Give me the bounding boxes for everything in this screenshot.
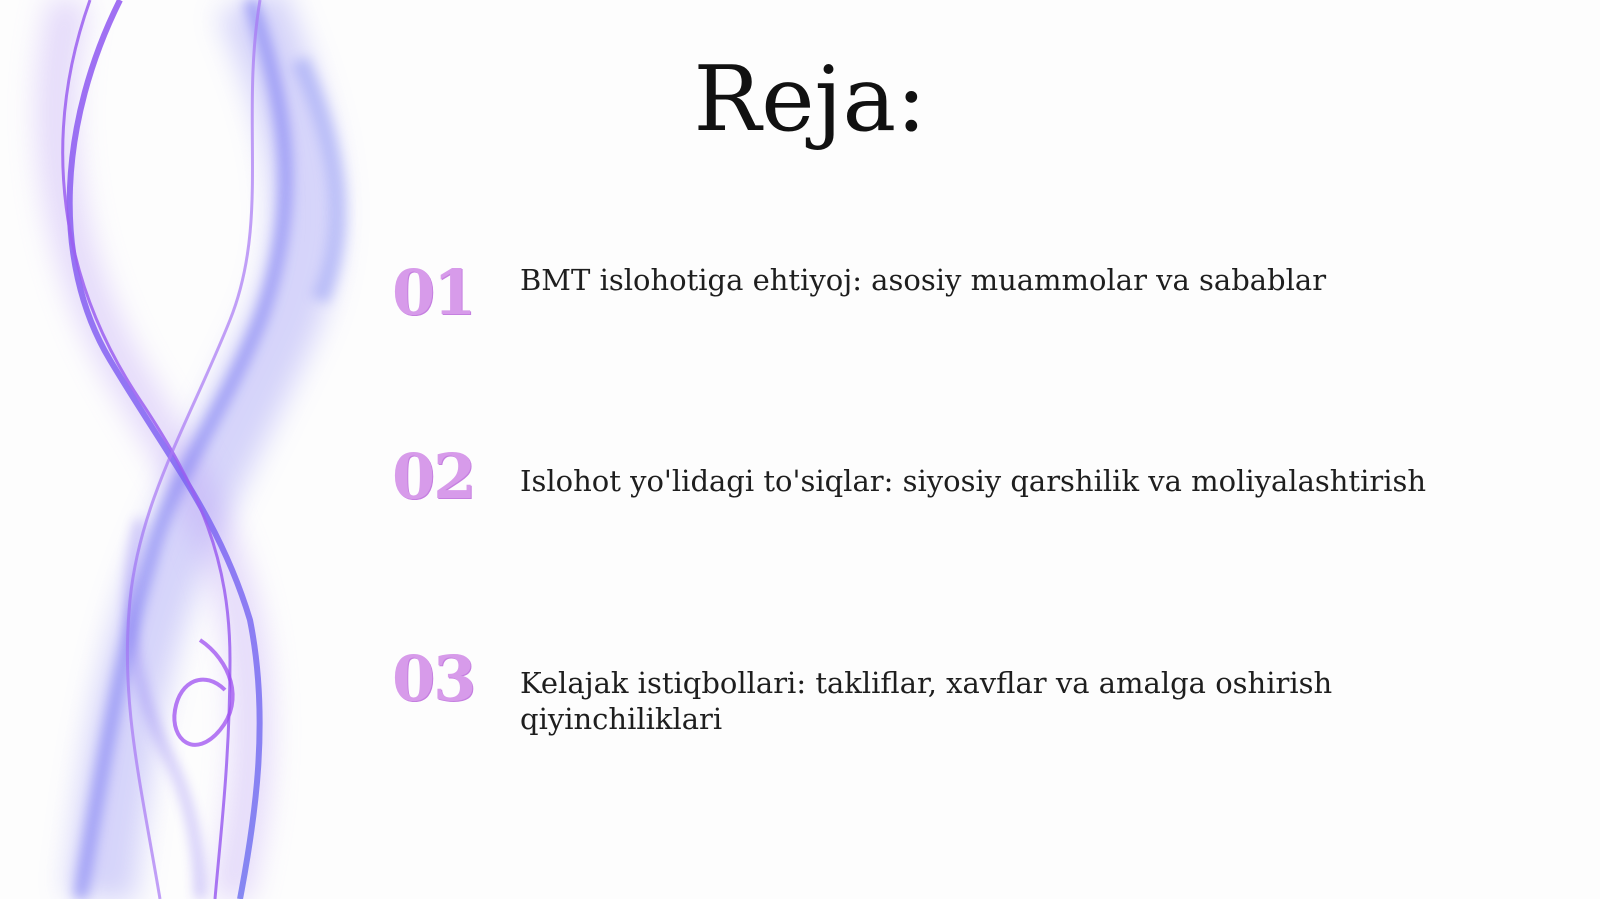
item-number-1: 01 (392, 256, 475, 329)
item-number-3: 03 (392, 642, 475, 715)
purple-smoke-decoration (0, 0, 420, 899)
item-number-2: 02 (392, 440, 475, 513)
slide-title: Reja: (693, 47, 927, 152)
item-text-3: Kelajak istiqbollari: takliflar, xavflar va amalga oshirish qiyinchiliklari (520, 666, 1333, 736)
item-text-1: BMT islohotiga ehtiyoj: asosiy muammolar va sabablar (520, 263, 1327, 297)
item-text-2: Islohot yo'lidagi to'siqlar: siyosiy qarshilik va moliyalashtirish (520, 464, 1427, 498)
